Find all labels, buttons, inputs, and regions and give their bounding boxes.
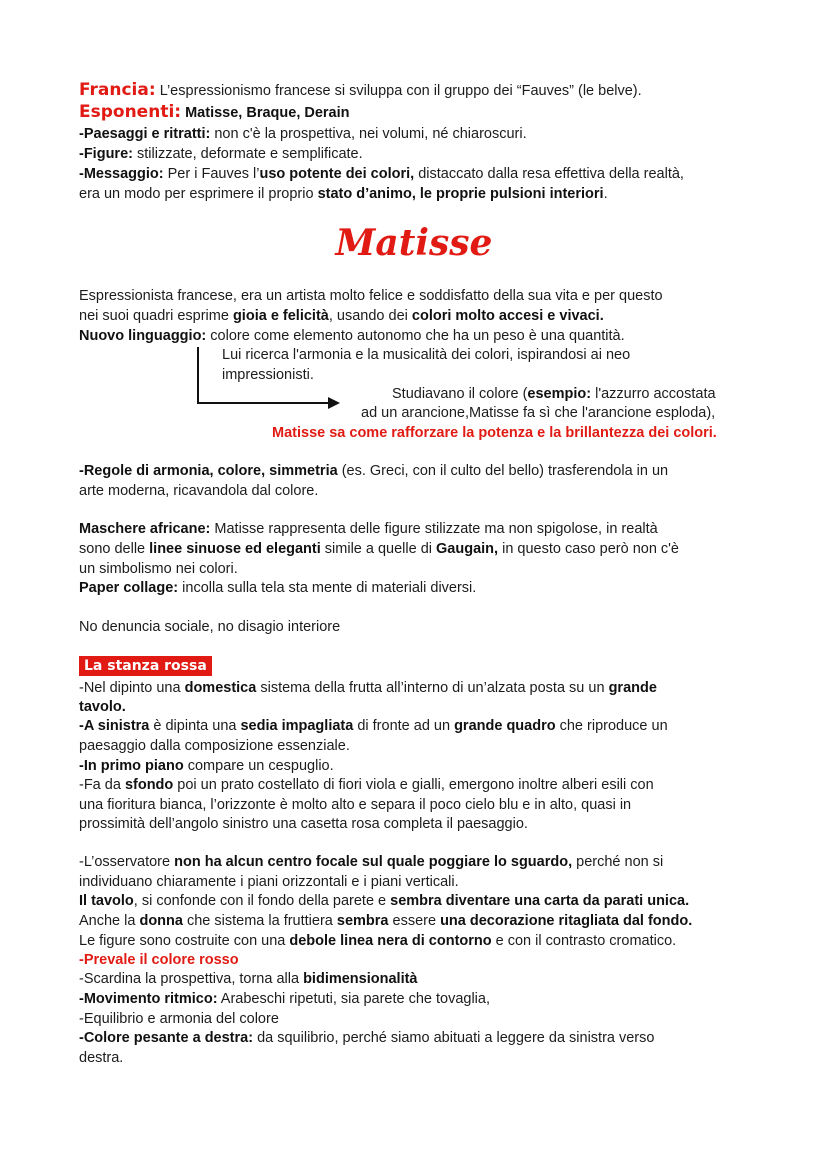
- regole-line: -Regole di armonia, colore, simmetria (es. Greci, con il culto del bello) trasferendola in un: [79, 463, 669, 479]
- arrow-horizontal: [197, 402, 329, 404]
- colore-pesante-line: -Colore pesante a destra: da squilibrio, perché siamo abituati a leggere da sinistra verso: [79, 1030, 655, 1046]
- esponenti-heading: Esponenti:: [79, 102, 182, 122]
- colore-pesante-line-2: destra.: [79, 1050, 124, 1066]
- messaggio-line: -Messaggio: Per i Fauves l’uso potente dei colori, distaccato dalla resa effettiva della realtà,: [79, 166, 684, 182]
- stanza-line-2: -A sinistra è dipinta una sedia impagliata di fronte ad un grande quadro che riproduce un: [79, 718, 668, 734]
- paesaggi-line: -Paesaggi e ritratti: non c'è la prospettiva, nei volumi, né chiaroscuri.: [79, 126, 527, 142]
- osservatore-line-2: individuano chiaramente i piani orizzontali e i piani verticali.: [79, 874, 459, 890]
- stanza-line-3: -In primo piano compare un cespuglio.: [79, 758, 334, 774]
- maschere-line-3: un simbolismo nei colori.: [79, 561, 238, 577]
- scardina-line: -Scardina la prospettiva, torna alla bidimensionalità: [79, 971, 418, 987]
- studio-highlight: Matisse sa come rafforzare la potenza e la brillantezza dei colori.: [272, 425, 717, 441]
- stanza-line-2b: paesaggio dalla composizione essenziale.: [79, 738, 350, 754]
- esponenti-line: Esponenti: Matisse, Braque, Derain: [79, 102, 350, 122]
- osservatore-line: -L’osservatore non ha alcun centro focale sul quale poggiare lo sguardo, perché non si: [79, 854, 664, 870]
- paper-collage-line: Paper collage: incolla sulla tela sta mente di materiali diversi.: [79, 580, 477, 596]
- messaggio-line-2: era un modo per esprimere il proprio stato d’animo, le proprie pulsioni interiori.: [79, 186, 608, 202]
- equilibrio-line: -Equilibrio e armonia del colore: [79, 1011, 279, 1027]
- stanza-line-1: -Nel dipinto una domestica sistema della frutta all’interno di un’alzata posta su un grande: [79, 680, 657, 696]
- prevale-line: -Prevale il colore rosso: [79, 952, 239, 968]
- francia-heading: Francia:: [79, 80, 156, 100]
- armonia-line: Lui ricerca l'armonia e la musicalità dei colori, ispirandosi ai neo: [222, 347, 631, 363]
- studio-line-2: ad un arancione,Matisse fa sì che l'arancione esploda),: [361, 405, 716, 421]
- maschere-line: Maschere africane: Matisse rappresenta delle figure stilizzate ma non spigolose, in realtà: [79, 521, 658, 537]
- figure-line: -Figure: stilizzate, deformate e semplificate.: [79, 146, 363, 162]
- figure-contorno-line: Le figure sono costruite con una debole linea nera di contorno e con il contrasto cromatico.: [79, 933, 677, 949]
- matisse-intro-line-2: nei suoi quadri esprime gioia e felicità, usando dei colori molto accesi e vivaci.: [79, 308, 604, 324]
- movimento-line: -Movimento ritmico: Arabeschi ripetuti, sia parete che tovaglia,: [79, 991, 490, 1007]
- donna-line: Anche la donna che sistema la fruttiera sembra essere una decorazione ritagliata dal fondo.: [79, 913, 693, 929]
- regole-line-2: arte moderna, ricavandola dal colore.: [79, 483, 319, 499]
- stanza-line-1b: tavolo.: [79, 699, 126, 715]
- arrow-vertical: [197, 347, 199, 403]
- studio-line: Studiavano il colore (esempio: l'azzurro accostata: [392, 386, 716, 402]
- stanza-banner: La stanza rossa: [79, 656, 212, 676]
- page-title: Matisse: [335, 222, 493, 264]
- matisse-intro-line: Espressionista francese, era un artista molto felice e soddisfatto della sua vita e per questo: [79, 288, 663, 304]
- arrow-right-icon: [328, 397, 340, 409]
- tavolo-line: Il tavolo, si confonde con il fondo della parete e sembra diventare una carta da parati unica.: [79, 893, 690, 909]
- nuovo-linguaggio-line: Nuovo linguaggio: colore come elemento autonomo che ha un peso è una quantità.: [79, 328, 625, 344]
- armonia-line-2: impressionisti.: [222, 367, 314, 383]
- francia-line: Francia: L’espressionismo francese si sviluppa con il gruppo dei “Fauves” (le belve).: [79, 80, 642, 100]
- stanza-heading-line: [79, 656, 212, 676]
- stanza-line-4c: prossimità dell’angolo sinistro una casetta rosa completa il paesaggio.: [79, 816, 528, 832]
- stanza-line-4: -Fa da sfondo poi un prato costellato di fiori viola e gialli, emergono inoltre alberi esili con: [79, 777, 654, 793]
- no-denuncia-line: No denuncia sociale, no disagio interiore: [79, 619, 341, 635]
- maschere-line-2: sono delle linee sinuose ed eleganti simile a quelle di Gaugain, in questo caso però non c'è: [79, 541, 679, 557]
- stanza-line-4b: una fioritura bianca, l’orizzonte è molto alto e separa il poco cielo blu e in alto, quasi in: [79, 797, 632, 813]
